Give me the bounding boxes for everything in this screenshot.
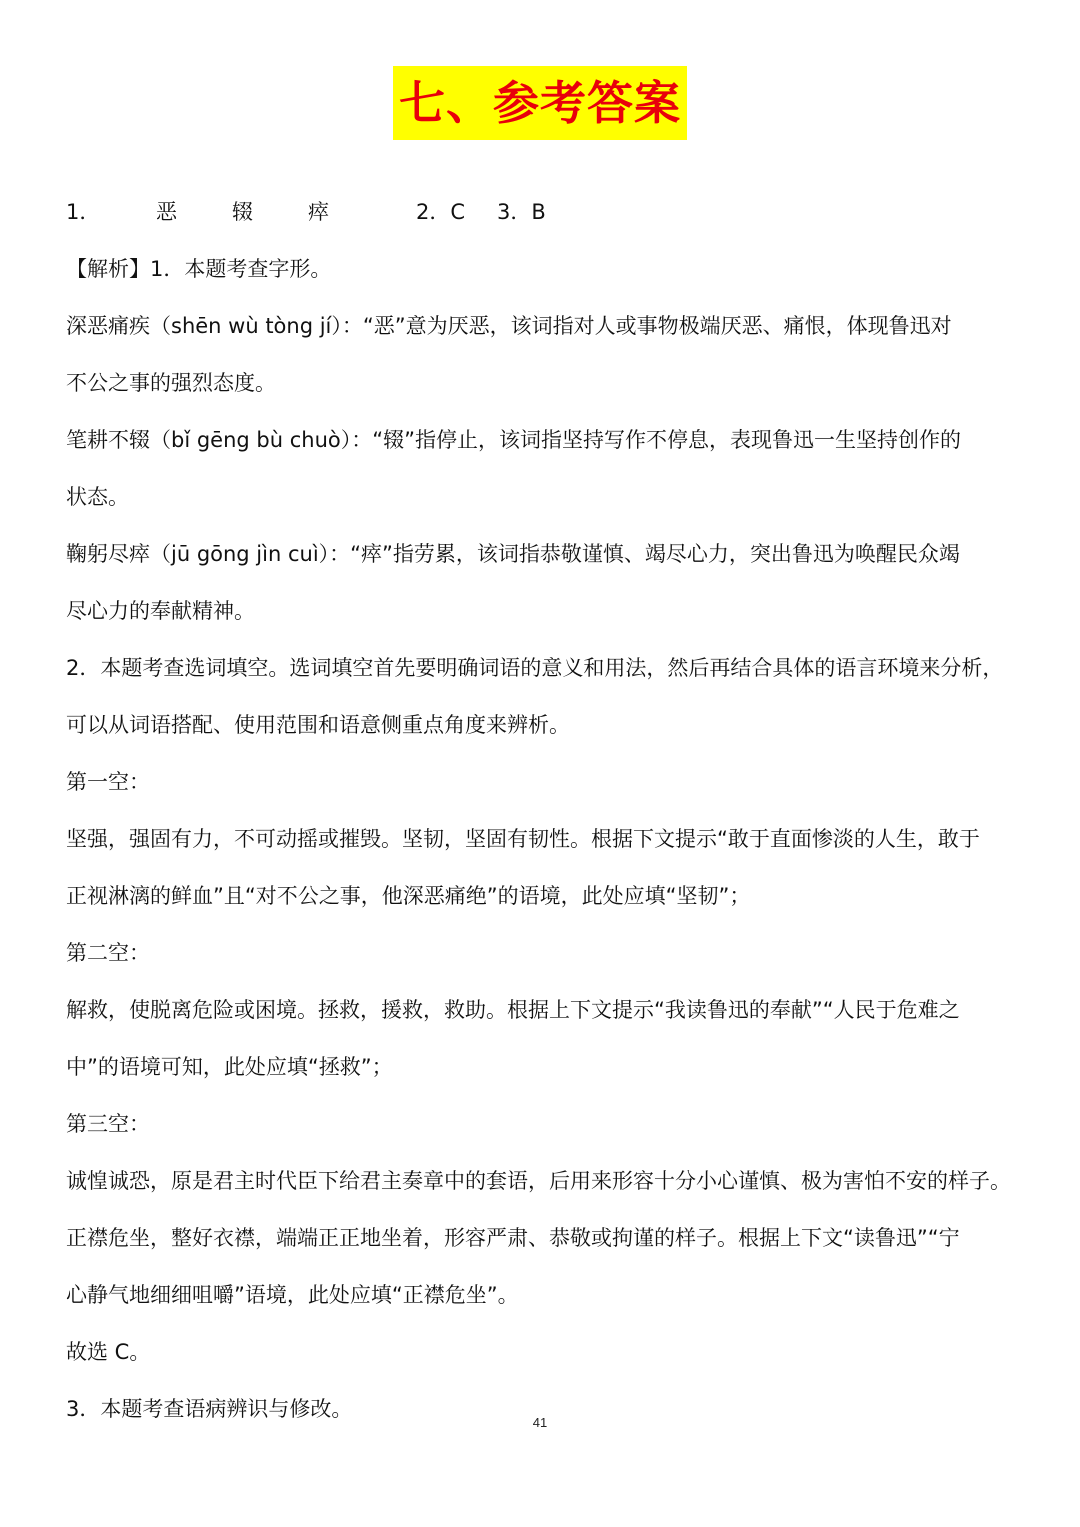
paragraph-line: 鞠躬尽瘁（jū gōng jìn cuì）：“瘁”指劳累，该词指恭敬谨慎、竭尽心力，突出鲁迅为唤醒民众竭 (66, 542, 960, 566)
paragraph-line: 深恶痛疾（shēn wù tòng jí）：“恶”意为厌恶，该词指对人或事物极端厌恶、痛恨，体现鲁迅对 (66, 314, 952, 338)
paragraph-line: 故选 C。 (66, 1340, 151, 1364)
title-container (0, 66, 1080, 140)
paragraph-line: 【解析】1．本题考查字形。 (66, 257, 332, 281)
q1-number: 1． (66, 200, 101, 224)
paragraph-line: 第二空： (66, 941, 150, 965)
q1-answer-2: 辍 (232, 200, 253, 224)
paragraph-line: 尽心力的奉献精神。 (66, 599, 255, 623)
paragraph-line: 第一空： (66, 770, 150, 794)
paragraph-line: 不公之事的强烈态度。 (66, 371, 276, 395)
page-number: 41 (532, 1415, 548, 1430)
paragraph-line: 正视淋漓的鲜血”且“对不公之事，他深恶痛绝”的语境，此处应填“坚韧”； (66, 884, 751, 908)
paragraph-line: 笔耕不辍（bǐ gēng bù chuò）：“辍”指停止，该词指坚持写作不停息，表现鲁迅一生坚持创作的 (66, 428, 961, 452)
paragraph-line: 中”的语境可知，此处应填“拯救”； (66, 1055, 393, 1079)
q2-answer: 2．C (416, 200, 466, 224)
paragraph-line: 状态。 (66, 485, 129, 509)
q1-answer-3: 瘁 (308, 200, 329, 224)
paragraph-line: 解救，使脱离危险或困境。拯救，援救，救助。根据上下文提示“我读鲁迅的奉献”“人民于危难之 (66, 998, 960, 1022)
paragraph-line: 正襟危坐，整好衣襟，端端正正地坐着，形容严肃、恭敬或拘谨的样子。根据上下文“读鲁迅”“宁 (66, 1226, 960, 1250)
paragraph-line: 诚惶诚恐，原是君主时代臣下给君主奏章中的套语，后用来形容十分小心谨慎、极为害怕不安的样子。 (66, 1169, 1011, 1193)
paragraph-line: 坚强，强固有力，不可动摇或摧毁。坚韧，坚固有韧性。根据下文提示“敢于直面惨淡的人生，敢于 (66, 827, 980, 851)
section-title: 七、参考答案 (393, 66, 687, 140)
answer-content (66, 184, 1018, 1438)
paragraph-line: 心静气地细细咀嚼”语境，此处应填“正襟危坐”。 (66, 1283, 519, 1307)
answer-line (66, 184, 1018, 241)
q3-answer: 3．B (497, 200, 546, 224)
paragraph-line: 2．本题考查选词填空。选词填空首先要明确词语的意义和用法，然后再结合具体的语言环境来分析， (66, 656, 1004, 680)
paragraph-line: 第三空： (66, 1112, 150, 1136)
paragraph-line: 3．本题考查语病辨识与修改。 (66, 1397, 353, 1421)
paragraph-line: 可以从词语搭配、使用范围和语意侧重点角度来辨析。 (66, 713, 570, 737)
q1-answer-1: 恶 (156, 200, 177, 224)
